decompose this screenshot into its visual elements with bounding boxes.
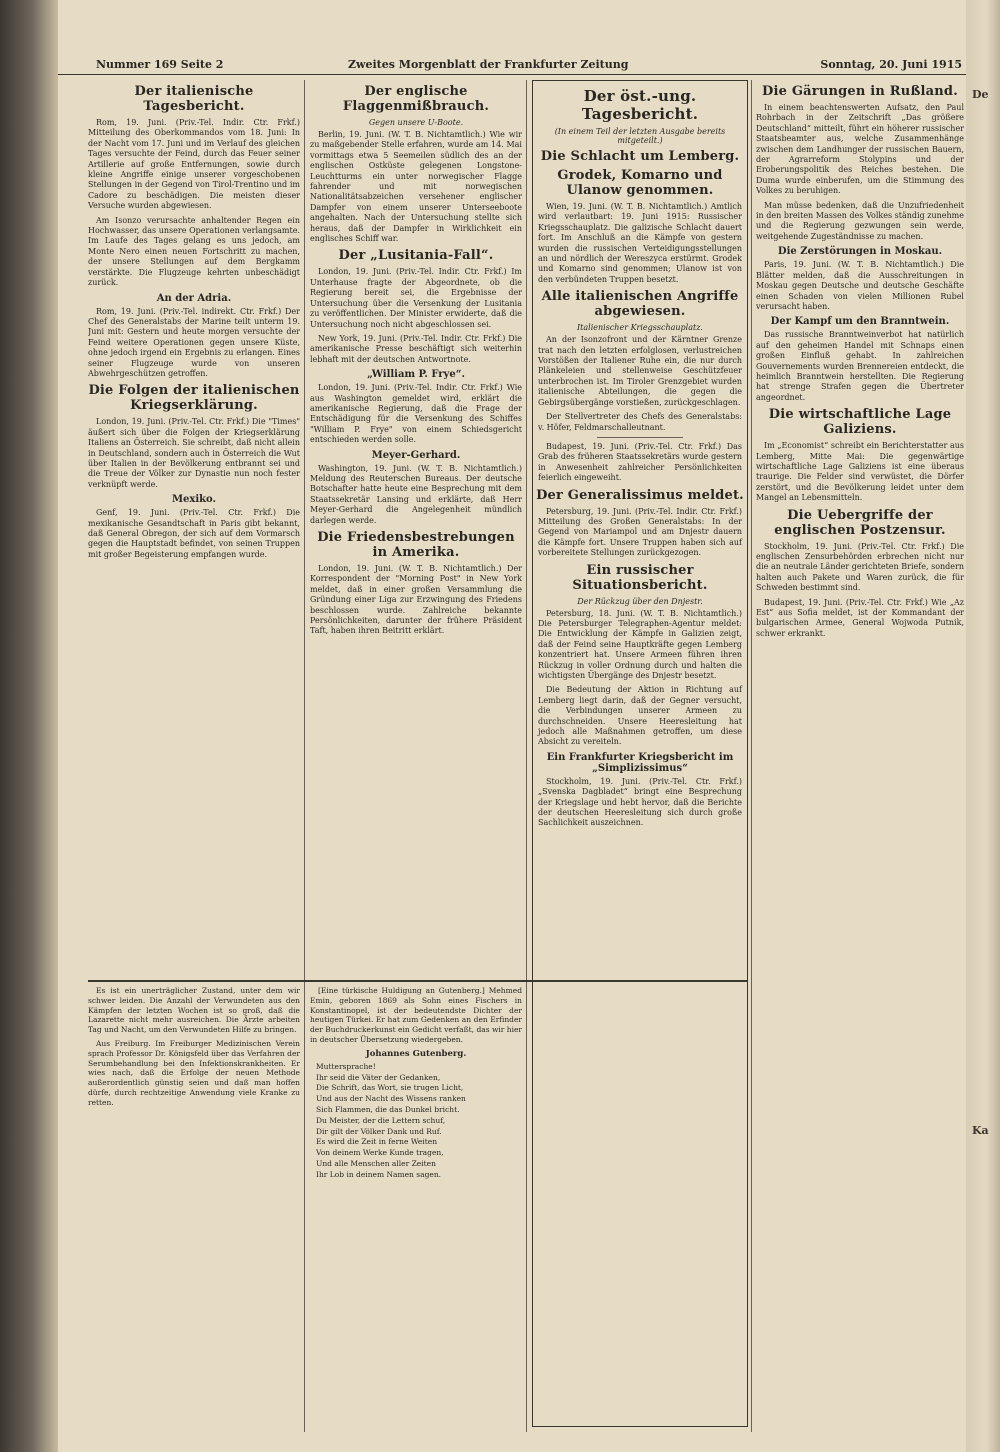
- article-text: Stockholm, 19. Juni. (Priv.-Tel. Ctr. Frkf.) Die englischen Zensurbehörden erbrechen nicht nur die an neutrale Länder gerichteten Briefe, sondern halten auch Pakete und Waren zurück, die für Schweden bestimmt sind.: [756, 541, 964, 593]
- poem-title: Johannes Gutenberg.: [365, 1048, 467, 1059]
- subtitle: Gegen unsere U-Boote.: [368, 118, 464, 127]
- poem-line: Die Schrift, das Wort, sie trugen Licht,: [316, 1083, 464, 1093]
- column-4: [756, 80, 964, 1432]
- article-text: London, 19. Juni. (Priv.-Tel. Indir. Ctr. Frkf.) Wie aus Washington gemeldet wird, erklärt die amerikanische Regierung, daß die Frage der Entschädigung für die Versenkung des Schiffes "William P. Frye" von einem Schiedsgericht entschieden werden solle.: [310, 383, 522, 445]
- separator: [597, 437, 683, 438]
- headline: Der italienische Tagesbericht.: [134, 84, 254, 114]
- article-text: Washington, 19. Juni. (W. T. B. Nichtamtlich.) Meldung des Reuterschen Bureaus. Der deutsche Botschafter hatte heute eine Besprechung mit dem Staatssekretär Lansing und erklärte, daß Herr Meyer-Gerhard die Angelegenheit mündlich darlegen werde.: [310, 463, 522, 525]
- poem-line: Und alle Menschen aller Zeiten: [316, 1158, 436, 1168]
- article-text: Aus Freiburg. Im Freiburger Medizinischen Verein sprach Professor Dr. Königsfeld über das Verfahren der Serumbehandlung bei den Infektionskrankheiten. Er wies nach, daß die Erfolge der neuen Methode außerordentlich günstig seien und daß man hoffen dürfe, durch rechtzeitige Anwendung viele Kranke zu retten.: [88, 1038, 300, 1107]
- newspaper-page: [58, 0, 966, 1452]
- article-text: Petersburg, 19. Juni. (Priv.-Tel. Indir. Ctr. Frkf.) Mitteilung des Großen Generalstabs: In der Gegend von Mariampol und am Dnjestr dauern die Kämpfe fort. Unsere Truppen haben sich auf vorbereitete Stellungen zurückgezogen.: [538, 506, 742, 558]
- poem-line: Es wird die Zeit in ferne Weiten: [316, 1137, 438, 1147]
- edge-fragment: De: [972, 88, 989, 101]
- article-text: Am Isonzo verursachte anhaltender Regen ein Hochwasser, das unsere Operationen verlangsamte. Im Laufe des Tages gelang es uns jedoch, am Monte Nero einen neuen Fortschritt zu machen, der unsere Stellungen auf dem Bergkamm verstärkte. Die Flugzeuge kehrten unbeschädigt zurück.: [88, 215, 300, 288]
- headline: Der englische Flaggenmißbrauch.: [342, 84, 490, 114]
- columns: [88, 80, 964, 1432]
- poem-line: Von deinem Werke Kunde tragen,: [316, 1148, 444, 1158]
- article-text: London, 19. Juni. (Priv.-Tel. Indir. Ctr. Frkf.) Im Unterhause fragte der Abgeordnete, ob die Regierung bereit sei, die Ergebnisse der Untersuchung über die Versenkung der Lusitania zu veröffentlichen. Der Minister erwiderte, daß die Untersuchung noch nicht abgeschlossen sei.: [310, 267, 522, 329]
- feuilleton-column-2: [310, 986, 522, 1432]
- masthead-date: Sonntag, 20. Juni 1915: [820, 58, 962, 71]
- poem-line: Du Meister, der die Lettern schuf,: [316, 1115, 446, 1125]
- article-text: Im „Economist“ schreibt ein Berichterstatter aus Lemberg, Mitte Mai: Die gegenwärtige wirtschaftliche Lage Galiziens ist eine überaus traurige. Die Felder sind verwüstet, die Dörfer zerstört, und die Bevölkerung leidet unter dem Mangel an Lebensmitteln.: [756, 441, 964, 503]
- article-text: Petersburg, 18. Juni. (W. T. B. Nichtamtlich.) Die Petersburger Telegraphen-Agentur meldet: Die Entwicklung der Kämpfe in Galizien zeigt, daß der Feind seine Hauptkräfte gegen Lemberg konzentriert hat. Unsere Armeen führen ihren Rückzug in voller Ordnung durch und halten die wichtigsten Übergänge des Dnjestr besetzt.: [538, 608, 742, 680]
- headline: Die Friedensbestrebungen in Amerika.: [317, 530, 515, 560]
- article-text: Paris, 19. Juni. (W. T. B. Nichtamtlich.) Die Blätter melden, daß die Ausschreitungen in Moskau gegen Deutsche und deutsche Geschäfte einen Schaden von vielen Millionen Rubel verursacht haben.: [756, 260, 964, 311]
- article-text: London, 19. Juni. (Priv.-Tel. Ctr. Frkf.) Die "Times" äußert sich über die Folgen der Kriegserklärung Italiens an Österreich. Sie schreibt, daß nicht allein in Deutschland, sondern auch in Österreich die Wut über Italien in der Bevölkerung entbrannt sei und die Treue der Völker zur Dynastie nun noch fester verknüpft werde.: [88, 417, 300, 489]
- headline: Die Uebergriffe der englischen Postzensur.: [774, 507, 946, 538]
- subtitle: Der Rückzug über den Dnjestr.: [577, 596, 703, 606]
- column-3-boxed: [532, 80, 748, 1427]
- headline: Die Schlacht um Lemberg.: [540, 149, 740, 164]
- article-text: London, 19. Juni. (W. T. B. Nichtamtlich.) Der Korrespondent der "Morning Post" in New York meldet, daß in einer großen Versammlung die Gründung einer Liga zur Erzwingung des Friedens beschlossen wurde. Zahlreiche bekannte Persönlichkeiten, darunter der frühere Präsident Taft, haben ihren Beitritt erklärt.: [310, 564, 522, 636]
- article-text: Berlin, 19. Juni. (W. T. B. Nichtamtlich.) Wie wir zu maßgebender Stelle erfahren, wurde am 14. Mai vormittags etwa 5 Seemeilen südlich des an der englischen Ostküste gelegenen Longstone-Leuchtturms ein unter norwegischer Flagge fahrender und mit norwegischen Nationalitätsabzeichen versehener englischer Dampfer von einem unserer Unterseeboote angehalten. Nach der Untersuchung stellte sich heraus, daß der Dampfer in Wirklichkeit ein englisches Schiff war.: [310, 130, 522, 244]
- article-text: Genf, 19. Juni. (Priv.-Tel. Ctr. Frkf.) Die mexikanische Gesandtschaft in Paris gibt bekannt, daß General Obregon, der sich auf dem Vormarsch gegen die Hauptstadt befindet, von seinen Truppen mit großer Begeisterung empfangen wurde.: [88, 508, 300, 559]
- subtitle: (In einem Teil der letzten Ausgabe bereits mitgeteilt.): [554, 127, 726, 145]
- poem-line: Ihr seid die Väter der Gedanken,: [316, 1072, 441, 1082]
- article-text: Rom, 19. Juni. (Priv.-Tel. indirekt. Ctr. Frkf.) Der Chef des Generalstabs der Marine teilt unterm 19. Juni mit: Gestern und heute morgen versuchte der Feind weitere Operationen gegen unsere Küste, ohne jedoch irgend ein Ergebnis zu erlangen. Eines seiner Flugzeuge wurde von unseren Abwehrgeschützen getroffen.: [88, 306, 300, 378]
- column-rule: [751, 80, 752, 1432]
- headline: Ein russischer Situationsbericht.: [572, 562, 708, 593]
- article-text: Budapest, 19. Juni. (Priv.-Tel. Ctr. Frkf.) Das Grab des früheren Staatssekretärs wurde gestern in Anwesenheit zahlreicher Persönlichkeiten feierlich eingeweiht.: [538, 441, 742, 483]
- column-rule: [526, 80, 527, 1432]
- article-text: New York, 19. Juni. (Priv.-Tel. Indir. Ctr. Frkf.) Die amerikanische Presse beschäftigt sich weiterhin lebhaft mit der deutschen Antwortnote.: [310, 333, 522, 364]
- subheadline: „William P. Frye“.: [367, 369, 465, 381]
- column-1: [88, 80, 300, 976]
- poem-line: Ihr Lob in deinem Namen sagen.: [316, 1169, 442, 1179]
- article-text: [Eine türkische Huldigung an Gutenberg.] Mehmed Emin, geboren 1869 als Sohn eines Fischers in Konstantinopel, ist der bedeutendste Dichter der heutigen Türkei. Er hat zum Gedenken an den Erfinder der Buchdruckerkunst ein Gedicht verfaßt, das wir hier in deutscher Übersetzung wiedergeben.: [310, 986, 522, 1044]
- subheadline: Ein Frankfurter Kriegsbericht im „Simplizissimus“: [546, 751, 734, 774]
- subtitle: Italienischer Kriegsschauplatz.: [577, 323, 703, 333]
- article-text: An der Isonzofront und der Kärntner Grenze trat nach den letzten erfolglosen, verlustreichen Vorstößen der Italiener Ruhe ein, die nur durch Plänkeleien und stellenweise Geschützfeuer unterbrochen ist. Im Tiroler Grenzgebiet wurden italienische Abteilungen, die gegen die Gebirgsübergänge vorstießen, zurückgeschlagen.: [538, 335, 742, 407]
- headline: Grodek, Komarno und Ulanow genommen.: [557, 168, 723, 198]
- masthead: [58, 54, 966, 75]
- headline: Die wirtschaftliche Lage Galiziens.: [768, 407, 952, 438]
- edge-fragment: Ka: [972, 1124, 989, 1137]
- headline: Der Generalissimus meldet.: [536, 487, 744, 503]
- subheadline: Meyer-Gerhard.: [371, 449, 461, 461]
- masthead-issue: Nummer 169 Seite 2: [96, 58, 224, 71]
- poem-line: Dir gilt der Völker Dank und Ruf.: [316, 1126, 442, 1136]
- article-text: In einem beachtenswerten Aufsatz, den Paul Rohrbach in der Zeitschrift „Das größere Deutschland“ mitteilt, führt ein höherer russischer Staatsbeamter aus, welche Zusammenhänge zwischen dem Landhunger der russischen Bauern, der Agrarreform Stolypins und der Eroberungspolitik des Reiches bestehen. Die Duma wurde einberufen, um die Stimmung des Volkes zu beruhigen.: [756, 103, 964, 196]
- article-text: Rom, 19. Juni. (Priv.-Tel. Indir. Ctr. Frkf.) Mitteilung des Oberkommandos vom 18. Juni: In der Nacht vom 17. Juni und im Verlauf des gleichen Tages versuchte der Feind, durch das Feuer seiner Artillerie auf große Entfernungen, sowie durch kleine Angriffe einige unserer vorgeschobenen Stellungen in der Gegend von Tirol-Trentino und im Cadore zu beschädigen. Die meisten dieser Versuche wurden abgewiesen.: [88, 118, 300, 211]
- subheadline: Mexiko.: [171, 494, 217, 506]
- headline: Der öst.-ung. Tagesbericht.: [581, 87, 699, 123]
- subheadline: An der Adria.: [156, 292, 232, 304]
- poem-line: Und aus der Nacht des Wissens ranken: [316, 1094, 466, 1104]
- masthead-title: Zweites Morgenblatt der Frankfurter Zeitung: [348, 58, 629, 71]
- poem-line: Sich Flammen, die das Dunkel bricht.: [316, 1104, 460, 1114]
- subheadline: Die Zerstörungen in Moskau.: [777, 246, 943, 258]
- article-text: Der Stellvertreter des Chefs des Generalstabs: v. Höfer, Feldmarschalleutnant.: [538, 412, 742, 432]
- subheadline: Der Kampf um den Branntwein.: [770, 316, 950, 328]
- adjacent-page-edge: [966, 0, 1000, 1452]
- article-text: Wien, 19. Juni. (W. T. B. Nichtamtlich.) Amtlich wird verlautbart: 19. Juni 1915: Russischer Kriegsschauplatz. Die galizische Schlacht dauert fort. Im Anschluß an die Kämpfe von gestern wurden die russischen Verteidigungsstellungen an und nördlich der Wereszyca erstürmt. Grodek und Komarno sind genommen; Ulanow ist von den verbündeten Truppen besetzt.: [538, 202, 742, 284]
- feuilleton-column-1: [88, 986, 300, 1432]
- article-text: Man müsse bedenken, daß die Unzufriedenheit in den breiten Massen des Volkes ständig zunehme und die Regierung gezwungen sein werde, weitgehende Zugeständnisse zu machen.: [756, 200, 964, 241]
- article-text: Es ist ein unerträglicher Zustand, unter dem wir schwer leiden. Die Anzahl der Verwundeten aus den Kämpfen der letzten Wochen ist so groß, daß die Lazarette nicht mehr ausreichen. Die Ärzte arbeiten Tag und Nacht, um den Verwundeten Hilfe zu bringen.: [88, 986, 300, 1035]
- column-rule: [304, 80, 305, 1432]
- column-2: [310, 80, 522, 976]
- headline: Alle italienischen Angriffe abgewiesen.: [541, 289, 739, 320]
- book-binding: [0, 0, 58, 1452]
- article-text: Das russische Branntweinverbot hat natürlich auf den geheimen Handel mit Schnaps einen großen Einfluß gehabt. In zahlreichen Gouvernements wurden Brennereien entdeckt, die heimlich Branntwein herstellten. Die Regierung hat strenge Strafen gegen die Übertreter angeordnet.: [756, 330, 964, 402]
- article-text: Stockholm, 19. Juni. (Priv.-Tel. Ctr. Frkf.) „Svenska Dagbladet“ bringt eine Besprechung der Kriegslage und hebt hervor, daß die Berichte der deutschen Heeresleitung sich durch große Sachlichkeit auszeichnen.: [538, 776, 742, 828]
- headline: Der „Lusitania-Fall“.: [338, 248, 494, 264]
- poem-line: Muttersprache!: [316, 1061, 376, 1071]
- headline: Die Gärungen in Rußland.: [762, 84, 958, 99]
- headline: Die Folgen der italienischen Kriegserklärung.: [88, 383, 300, 414]
- article-text: Die Bedeutung der Aktion in Richtung auf Lemberg liegt darin, daß der Gegner versucht, die Verbindungen unserer Armeen zu durchschneiden. Unsere Heeresleitung hat jedoch alle Maßnahmen getroffen, um diese Absicht zu vereiteln.: [538, 685, 742, 747]
- article-text: Budapest, 19. Juni. (Priv.-Tel. Ctr. Frkf.) Wie „Az Est“ aus Sofia meldet, ist der Kommandant der bulgarischen Armee, General Wojwoda Putnik, schwer erkrankt.: [756, 597, 964, 638]
